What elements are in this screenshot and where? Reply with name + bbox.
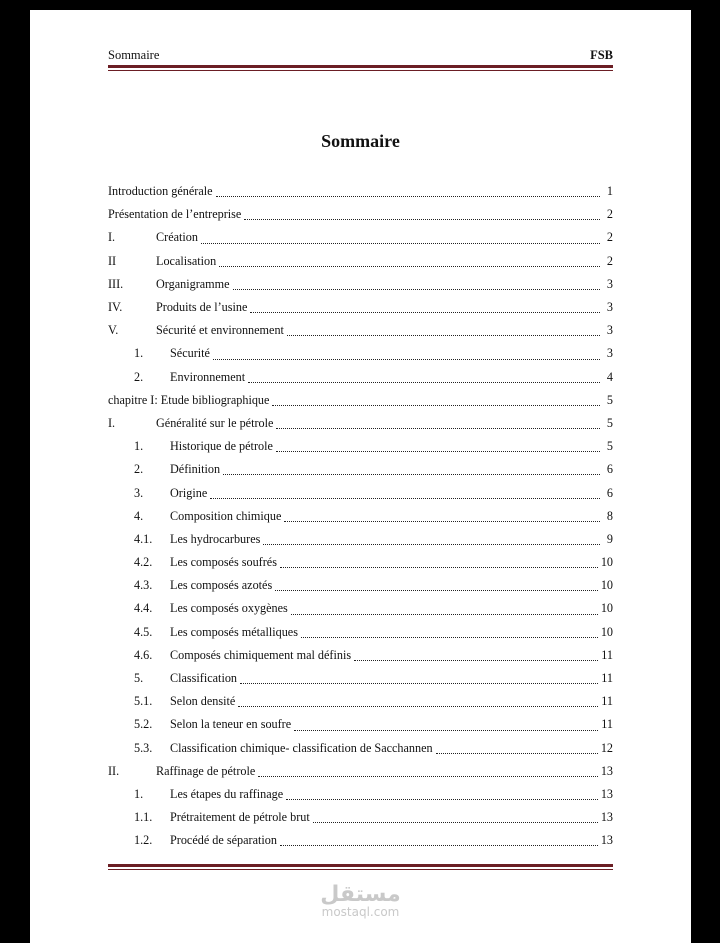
header-rule [108, 65, 613, 68]
toc-entry-label: Classification chimique- classification de Sacchannen [170, 740, 433, 755]
toc-entry-number: 4.4. [134, 601, 153, 616]
toc-entry-number: 2. [134, 462, 144, 477]
toc-entry[interactable] [108, 180, 613, 203]
toc-entry-page: 6 [606, 462, 613, 477]
toc-entry-number: 5.1. [134, 694, 153, 709]
toc-entry-number: 4.2. [134, 555, 153, 570]
toc-entry-page: 9 [606, 531, 613, 546]
toc-entry[interactable] [108, 597, 613, 620]
toc-entry-label: Selon densité [170, 694, 236, 709]
toc-dot-leader [272, 404, 600, 406]
toc-entry-page: 10 [600, 624, 613, 639]
toc-dot-leader [219, 265, 600, 267]
toc-dot-leader [301, 636, 598, 638]
toc-dot-leader [286, 798, 598, 800]
toc-entry-page: 5 [606, 415, 613, 430]
toc-entry-page: 3 [606, 300, 613, 315]
toc-dot-leader [291, 613, 598, 615]
toc-entry-page: 2 [606, 230, 613, 245]
toc-entry[interactable] [108, 435, 613, 458]
watermark-url: mostaql.com [321, 905, 400, 919]
toc-entry[interactable] [108, 458, 613, 481]
toc-entry-page: 6 [606, 485, 613, 500]
toc-entry-number: 5. [134, 671, 144, 686]
toc-entry-page: 11 [601, 694, 613, 709]
toc-entry-label: Composés chimiquement mal définis [170, 647, 352, 662]
toc-entry[interactable] [108, 342, 613, 365]
toc-entry-label: Les composés métalliques [170, 624, 298, 639]
toc-dot-leader [263, 543, 600, 545]
toc-entry[interactable] [108, 296, 613, 319]
toc-entry-page: 4 [606, 369, 613, 384]
header-rule-thin [108, 70, 613, 71]
document-page [30, 10, 691, 943]
toc-dot-leader [238, 705, 598, 707]
toc-entry-number: 5.3. [134, 740, 153, 755]
toc-dot-leader [284, 520, 600, 522]
toc-entry-label: Sécurité et environnement [156, 323, 284, 338]
toc-entry-label: Classification [170, 671, 238, 686]
toc-entry-page: 11 [601, 647, 613, 662]
toc-entry[interactable] [108, 713, 613, 736]
toc-entry[interactable] [108, 505, 613, 528]
toc-entry-label: Présentation de l’entreprise [108, 207, 242, 222]
toc-entry-page: 2 [606, 253, 613, 268]
toc-entry-number: 1. [134, 786, 144, 801]
toc-dot-leader [436, 752, 598, 754]
toc-entry-page: 1 [606, 184, 613, 199]
toc-entry[interactable] [108, 226, 613, 249]
toc-dot-leader [275, 589, 598, 591]
toc-entry[interactable] [108, 389, 613, 412]
toc-entry-label: Les composés azotés [170, 578, 273, 593]
toc-entry[interactable] [108, 250, 613, 273]
toc-entry[interactable] [108, 273, 613, 296]
page-title: Sommaire [321, 131, 400, 151]
toc-entry-number: III. [108, 276, 124, 291]
toc-entry-number: 4.3. [134, 578, 153, 593]
toc-entry-page: 13 [600, 833, 613, 848]
toc-entry-label: Sécurité [170, 346, 210, 361]
toc-entry[interactable] [108, 621, 613, 644]
toc-entry[interactable] [108, 412, 613, 435]
toc-dot-leader [287, 334, 600, 336]
toc-dot-leader [354, 659, 598, 661]
toc-entry-page: 8 [606, 508, 613, 523]
toc-entry-page: 13 [600, 810, 613, 825]
footer-rule-thin [108, 869, 613, 870]
toc-entry-page: 13 [600, 763, 613, 778]
toc-dot-leader [280, 844, 598, 846]
toc-entry[interactable] [108, 481, 613, 504]
toc-dot-leader [313, 821, 598, 823]
toc-entry-page: 13 [600, 786, 613, 801]
toc-entry-label: Composition chimique [170, 508, 282, 523]
toc-dot-leader [248, 381, 600, 383]
toc-entry[interactable] [108, 760, 613, 783]
toc-dot-leader [223, 473, 600, 475]
toc-entry-label: Les étapes du raffinage [170, 786, 284, 801]
toc-entry-number: 4.5. [134, 624, 153, 639]
toc-entry-page: 3 [606, 323, 613, 338]
toc-entry[interactable] [108, 644, 613, 667]
toc-dot-leader [244, 218, 600, 220]
toc-entry-page: 10 [600, 601, 613, 616]
toc-dot-leader [213, 358, 600, 360]
toc-entry[interactable] [108, 783, 613, 806]
toc-entry-page: 12 [600, 740, 613, 755]
toc-entry-label: Les composés oxygènes [170, 601, 288, 616]
toc-entry-number: 4. [134, 508, 144, 523]
toc-entry-number: 2. [134, 369, 144, 384]
toc-entry-label: Raffinage de pétrole [156, 763, 256, 778]
toc-entry-label: Origine [170, 485, 208, 500]
toc-entry-number: IV. [108, 300, 123, 315]
toc-entry[interactable] [108, 203, 613, 226]
toc-entry[interactable] [108, 574, 613, 597]
toc-dot-leader [294, 729, 598, 731]
toc-entry[interactable] [108, 667, 613, 690]
toc-entry-label: Les hydrocarbures [170, 531, 261, 546]
footer-rule [108, 864, 613, 867]
toc-entry-number: V. [108, 323, 119, 338]
table-of-contents [108, 180, 613, 852]
toc-entry[interactable] [108, 551, 613, 574]
toc-entry-page: 10 [600, 578, 613, 593]
header-right-text: FSB [590, 48, 613, 62]
toc-entry-page: 3 [606, 276, 613, 291]
toc-entry-number: 3. [134, 485, 144, 500]
toc-entry-number: 1.2. [134, 833, 153, 848]
toc-entry-label: Prétraitement de pétrole brut [170, 810, 310, 825]
toc-entry-page: 11 [601, 671, 613, 686]
toc-entry-number: 1. [134, 346, 144, 361]
toc-entry[interactable] [108, 319, 613, 342]
toc-entry[interactable] [108, 690, 613, 713]
toc-dot-leader [276, 450, 600, 452]
toc-entry-number: I. [108, 230, 116, 245]
toc-entry-label: Introduction générale [108, 184, 213, 199]
toc-dot-leader [250, 311, 600, 313]
toc-dot-leader [216, 195, 600, 197]
toc-dot-leader [210, 497, 600, 499]
toc-dot-leader [240, 682, 598, 684]
toc-entry-number: I. [108, 415, 116, 430]
toc-entry-label: Produits de l’usine [156, 300, 248, 315]
toc-entry[interactable] [108, 528, 613, 551]
toc-dot-leader [276, 427, 600, 429]
toc-entry-number: 4.6. [134, 647, 153, 662]
toc-entry[interactable] [108, 806, 613, 829]
toc-entry-page: 5 [606, 392, 613, 407]
toc-entry-label: chapitre I: Etude bibliographique [108, 392, 270, 407]
toc-entry[interactable] [108, 829, 613, 852]
toc-entry-label: Historique de pétrole [170, 439, 273, 454]
toc-entry-label: Définition [170, 462, 221, 477]
toc-entry-label: Environnement [170, 369, 246, 384]
toc-entry-number: II [108, 253, 117, 268]
toc-entry-number: 1.1. [134, 810, 153, 825]
toc-entry-number: II. [108, 763, 120, 778]
toc-entry-label: Les composés soufrés [170, 555, 277, 570]
toc-entry-page: 10 [600, 555, 613, 570]
toc-entry[interactable] [108, 366, 613, 389]
toc-entry-label: Localisation [156, 253, 217, 268]
toc-entry-page: 3 [606, 346, 613, 361]
toc-dot-leader [201, 242, 600, 244]
toc-dot-leader [280, 566, 598, 568]
toc-entry-label: Organigramme [156, 276, 230, 291]
toc-entry-label: Création [156, 230, 198, 245]
toc-entry-label: Selon la teneur en soufre [170, 717, 292, 732]
toc-entry-number: 4.1. [134, 531, 153, 546]
watermark-logo: مستقل [320, 882, 401, 907]
toc-entry[interactable] [108, 737, 613, 760]
toc-entry-number: 1. [134, 439, 144, 454]
toc-entry-label: Généralité sur le pétrole [156, 415, 274, 430]
toc-entry-page: 11 [601, 717, 613, 732]
toc-dot-leader [258, 775, 598, 777]
page-header [108, 48, 613, 63]
toc-entry-page: 2 [606, 207, 613, 222]
header-left-text: Sommaire [108, 48, 160, 62]
toc-entry-number: 5.2. [134, 717, 153, 732]
toc-entry-page: 5 [606, 439, 613, 454]
toc-entry-label: Procédé de séparation [170, 833, 277, 848]
watermark [30, 882, 691, 919]
toc-dot-leader [233, 288, 600, 290]
